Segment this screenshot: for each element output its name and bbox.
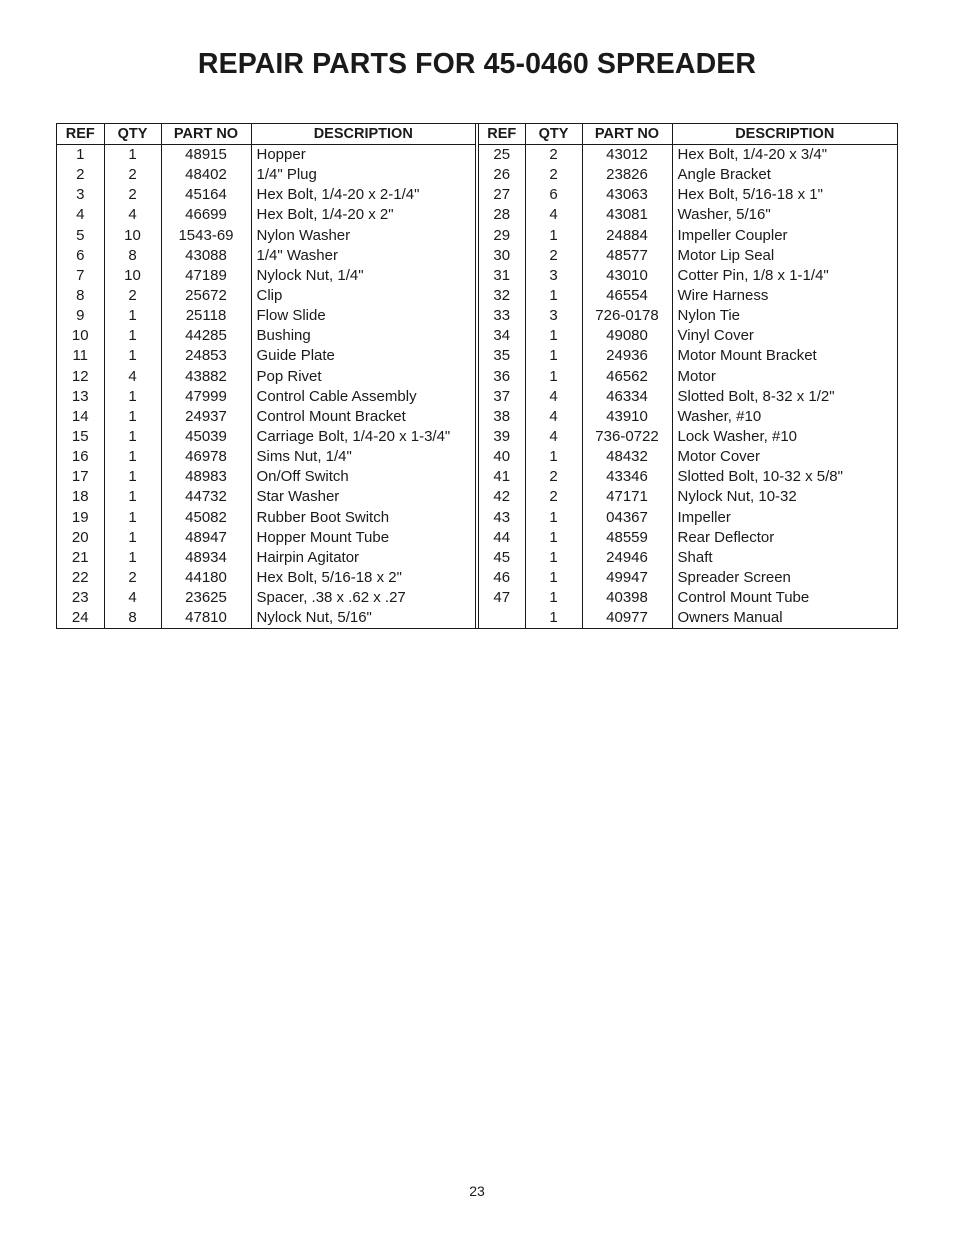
parts-table-right bbox=[479, 124, 897, 628]
part-no-cell: 44285 bbox=[161, 326, 251, 346]
ref-cell: 41 bbox=[493, 468, 511, 486]
qty-cell: 4 bbox=[525, 387, 582, 407]
qty-cell: 10 bbox=[104, 226, 161, 246]
ref-cell: 2 bbox=[76, 166, 85, 184]
ref-cell: 11 bbox=[72, 347, 89, 365]
description-cell: Rear Deflector bbox=[672, 528, 897, 548]
ref-cell: 32 bbox=[493, 287, 511, 305]
table-row bbox=[479, 226, 897, 246]
part-no-cell: 43088 bbox=[161, 246, 251, 266]
qty-cell: 1 bbox=[104, 326, 161, 346]
part-no-cell: 48934 bbox=[161, 548, 251, 568]
part-no-cell: 47999 bbox=[161, 387, 251, 407]
ref-cell: 4 bbox=[76, 206, 85, 224]
ref-cell: 42 bbox=[493, 488, 511, 506]
part-no-cell: 43346 bbox=[582, 467, 672, 487]
page-number: 23 bbox=[469, 1183, 485, 1199]
table-row bbox=[57, 367, 475, 387]
part-no-cell: 726-0178 bbox=[582, 306, 672, 326]
table-row bbox=[57, 306, 475, 326]
qty-cell: 1 bbox=[525, 508, 582, 528]
ref-cell: 23 bbox=[71, 589, 89, 607]
part-no-cell: 46978 bbox=[161, 447, 251, 467]
description-cell: Spreader Screen bbox=[672, 568, 897, 588]
description-cell: Hex Bolt, 5/16-18 x 1" bbox=[672, 185, 897, 205]
qty-cell: 2 bbox=[525, 467, 582, 487]
qty-cell: 1 bbox=[104, 548, 161, 568]
description-cell: Spacer, .38 x .62 x .27 bbox=[251, 588, 475, 608]
ref-cell: 46 bbox=[493, 569, 511, 587]
ref-cell: 45 bbox=[493, 548, 511, 566]
description-cell: Wire Harness bbox=[672, 286, 897, 306]
qty-cell: 1 bbox=[104, 427, 161, 447]
description-cell: Angle Bracket bbox=[672, 165, 897, 185]
ref-cell: 3 bbox=[76, 186, 85, 204]
qty-cell: 1 bbox=[104, 528, 161, 548]
qty-cell: 1 bbox=[104, 407, 161, 427]
description-cell: Hairpin Agitator bbox=[251, 548, 475, 568]
table-row bbox=[479, 487, 897, 507]
qty-cell: 2 bbox=[525, 246, 582, 266]
qty-cell: 3 bbox=[525, 266, 582, 286]
qty-cell: 6 bbox=[525, 185, 582, 205]
ref-cell: 24 bbox=[71, 609, 89, 627]
part-no-cell: 24853 bbox=[161, 346, 251, 366]
table-row bbox=[479, 246, 897, 266]
ref-cell: 28 bbox=[493, 206, 511, 224]
description-cell: Shaft bbox=[672, 548, 897, 568]
part-no-header: PART NO bbox=[582, 124, 672, 145]
description-cell: Star Washer bbox=[251, 487, 475, 507]
part-no-cell: 24937 bbox=[161, 407, 251, 427]
part-no-cell: 46699 bbox=[161, 205, 251, 225]
qty-cell: 1 bbox=[525, 447, 582, 467]
description-cell: Hex Bolt, 5/16-18 x 2" bbox=[251, 568, 475, 588]
description-cell: Nylock Nut, 5/16" bbox=[251, 608, 475, 628]
part-no-cell: 46334 bbox=[582, 387, 672, 407]
table-row bbox=[479, 427, 897, 447]
description-cell: Control Mount Bracket bbox=[251, 407, 475, 427]
qty-cell: 4 bbox=[104, 588, 161, 608]
qty-cell: 1 bbox=[104, 306, 161, 326]
table-row bbox=[479, 367, 897, 387]
table-row bbox=[479, 326, 897, 346]
ref-cell: 34 bbox=[493, 327, 511, 345]
qty-cell: 1 bbox=[525, 528, 582, 548]
description-cell: Hopper bbox=[251, 145, 475, 166]
ref-cell: 5 bbox=[76, 226, 85, 244]
qty-cell: 1 bbox=[525, 568, 582, 588]
table-row bbox=[479, 145, 897, 166]
table-row bbox=[57, 608, 475, 628]
part-no-cell: 48432 bbox=[582, 447, 672, 467]
qty-cell: 1 bbox=[104, 487, 161, 507]
description-cell: Bushing bbox=[251, 326, 475, 346]
part-no-cell: 43081 bbox=[582, 205, 672, 225]
table-row bbox=[57, 165, 475, 185]
qty-cell: 1 bbox=[525, 608, 582, 628]
table-row bbox=[57, 548, 475, 568]
table-row bbox=[479, 286, 897, 306]
part-no-cell: 43882 bbox=[161, 367, 251, 387]
table-row bbox=[479, 548, 897, 568]
part-no-cell: 23826 bbox=[582, 165, 672, 185]
table-row bbox=[479, 306, 897, 326]
description-cell: Motor Mount Bracket bbox=[672, 346, 897, 366]
ref-cell: 29 bbox=[493, 226, 511, 244]
qty-cell: 1 bbox=[525, 326, 582, 346]
qty-cell: 1 bbox=[525, 226, 582, 246]
description-cell: 1/4" Washer bbox=[251, 246, 475, 266]
qty-cell: 4 bbox=[525, 205, 582, 225]
description-cell: Clip bbox=[251, 286, 475, 306]
qty-header: QTY bbox=[104, 124, 161, 145]
table-row bbox=[479, 407, 897, 427]
ref-cell: 44 bbox=[493, 528, 511, 546]
table-row bbox=[57, 487, 475, 507]
qty-cell: 1 bbox=[525, 367, 582, 387]
qty-cell: 2 bbox=[525, 145, 582, 166]
parts-table bbox=[56, 123, 898, 629]
part-no-cell: 46554 bbox=[582, 286, 672, 306]
description-cell: Slotted Bolt, 8-32 x 1/2" bbox=[672, 387, 897, 407]
table-row bbox=[57, 205, 475, 225]
ref-header: REF bbox=[479, 124, 525, 145]
table-row bbox=[57, 407, 475, 427]
ref-cell: 39 bbox=[493, 428, 511, 446]
ref-cell: 15 bbox=[71, 428, 89, 446]
page-title: REPAIR PARTS FOR 45-0460 SPREADER bbox=[197, 48, 757, 80]
table-row bbox=[479, 568, 897, 588]
qty-cell: 4 bbox=[104, 367, 161, 387]
table-row bbox=[479, 467, 897, 487]
ref-cell: 35 bbox=[493, 347, 511, 365]
ref-cell: 33 bbox=[493, 307, 511, 325]
part-no-cell: 43012 bbox=[582, 145, 672, 166]
description-cell: Nylock Nut, 1/4" bbox=[251, 266, 475, 286]
part-no-cell: 47189 bbox=[161, 266, 251, 286]
table-row bbox=[57, 226, 475, 246]
qty-cell: 1 bbox=[104, 467, 161, 487]
part-no-cell: 43063 bbox=[582, 185, 672, 205]
ref-cell: 40 bbox=[493, 448, 511, 466]
description-cell: Motor Cover bbox=[672, 447, 897, 467]
description-cell: Cotter Pin, 1/8 x 1-1/4" bbox=[672, 266, 897, 286]
description-cell: Rubber Boot Switch bbox=[251, 508, 475, 528]
description-cell: Control Cable Assembly bbox=[251, 387, 475, 407]
ref-cell: 22 bbox=[71, 569, 89, 587]
table-row bbox=[479, 165, 897, 185]
ref-cell bbox=[479, 608, 525, 628]
ref-cell: 26 bbox=[493, 166, 511, 184]
qty-cell: 3 bbox=[525, 306, 582, 326]
ref-cell: 21 bbox=[71, 548, 89, 566]
description-cell: Washer, #10 bbox=[672, 407, 897, 427]
header-row bbox=[479, 124, 897, 145]
ref-cell: 1 bbox=[76, 146, 85, 164]
ref-cell: 30 bbox=[493, 246, 511, 264]
part-no-cell: 48577 bbox=[582, 246, 672, 266]
ref-cell: 8 bbox=[76, 287, 85, 305]
ref-cell: 7 bbox=[76, 266, 85, 284]
qty-cell: 1 bbox=[104, 346, 161, 366]
description-cell: Hex Bolt, 1/4-20 x 2" bbox=[251, 205, 475, 225]
qty-cell: 4 bbox=[525, 407, 582, 427]
description-cell: Motor bbox=[672, 367, 897, 387]
qty-cell: 1 bbox=[525, 588, 582, 608]
part-no-cell: 49947 bbox=[582, 568, 672, 588]
qty-cell: 2 bbox=[525, 487, 582, 507]
table-row bbox=[57, 266, 475, 286]
qty-cell: 2 bbox=[525, 165, 582, 185]
ref-cell: 27 bbox=[493, 186, 511, 204]
part-no-cell: 44180 bbox=[161, 568, 251, 588]
part-no-cell: 24884 bbox=[582, 226, 672, 246]
part-no-cell: 25672 bbox=[161, 286, 251, 306]
qty-cell: 2 bbox=[104, 568, 161, 588]
table-row bbox=[479, 185, 897, 205]
description-header: DESCRIPTION bbox=[251, 124, 475, 145]
qty-cell: 1 bbox=[104, 447, 161, 467]
table-row bbox=[479, 508, 897, 528]
description-cell: Motor Lip Seal bbox=[672, 246, 897, 266]
ref-cell: 10 bbox=[71, 327, 89, 345]
ref-cell: 47 bbox=[493, 589, 511, 607]
part-no-cell: 45082 bbox=[161, 508, 251, 528]
description-cell: Flow Slide bbox=[251, 306, 475, 326]
qty-cell: 2 bbox=[104, 286, 161, 306]
table-row bbox=[57, 185, 475, 205]
part-no-cell: 47810 bbox=[161, 608, 251, 628]
table-row bbox=[57, 528, 475, 548]
qty-cell: 1 bbox=[104, 145, 161, 166]
table-row bbox=[57, 588, 475, 608]
table-row bbox=[479, 447, 897, 467]
part-no-cell: 23625 bbox=[161, 588, 251, 608]
table-row bbox=[57, 246, 475, 266]
qty-cell: 2 bbox=[104, 165, 161, 185]
part-no-cell: 48915 bbox=[161, 145, 251, 166]
description-cell: Impeller Coupler bbox=[672, 226, 897, 246]
qty-cell: 2 bbox=[104, 185, 161, 205]
ref-cell: 36 bbox=[493, 367, 511, 385]
part-no-cell: 48947 bbox=[161, 528, 251, 548]
description-cell: Sims Nut, 1/4" bbox=[251, 447, 475, 467]
qty-cell: 1 bbox=[104, 387, 161, 407]
table-row bbox=[479, 608, 897, 628]
description-cell: Lock Washer, #10 bbox=[672, 427, 897, 447]
part-no-cell: 48983 bbox=[161, 467, 251, 487]
ref-cell: 37 bbox=[493, 387, 511, 405]
description-cell: Washer, 5/16" bbox=[672, 205, 897, 225]
qty-cell: 4 bbox=[525, 427, 582, 447]
qty-cell: 8 bbox=[104, 608, 161, 628]
table-row bbox=[57, 387, 475, 407]
table-row bbox=[479, 266, 897, 286]
ref-cell: 12 bbox=[71, 367, 89, 385]
description-cell: Vinyl Cover bbox=[672, 326, 897, 346]
header-row bbox=[57, 124, 475, 145]
qty-cell: 1 bbox=[525, 548, 582, 568]
qty-cell: 4 bbox=[104, 205, 161, 225]
table-row bbox=[479, 205, 897, 225]
part-no-cell: 736-0722 bbox=[582, 427, 672, 447]
part-no-cell: 43010 bbox=[582, 266, 672, 286]
part-no-header: PART NO bbox=[161, 124, 251, 145]
description-cell: Control Mount Tube bbox=[672, 588, 897, 608]
ref-cell: 31 bbox=[493, 266, 511, 284]
description-cell: Owners Manual bbox=[672, 608, 897, 628]
ref-cell: 43 bbox=[493, 508, 511, 526]
ref-cell: 16 bbox=[71, 448, 89, 466]
part-no-cell: 45039 bbox=[161, 427, 251, 447]
description-cell: 1/4" Plug bbox=[251, 165, 475, 185]
table-row bbox=[57, 286, 475, 306]
qty-cell: 1 bbox=[525, 346, 582, 366]
description-cell: Hopper Mount Tube bbox=[251, 528, 475, 548]
part-no-cell: 04367 bbox=[582, 508, 672, 528]
parts-table-left bbox=[57, 124, 475, 628]
description-cell: Nylock Nut, 10-32 bbox=[672, 487, 897, 507]
qty-cell: 1 bbox=[525, 286, 582, 306]
table-row bbox=[57, 508, 475, 528]
part-no-cell: 46562 bbox=[582, 367, 672, 387]
description-header: DESCRIPTION bbox=[672, 124, 897, 145]
part-no-cell: 25118 bbox=[161, 306, 251, 326]
description-cell: Nylon Tie bbox=[672, 306, 897, 326]
qty-cell: 1 bbox=[104, 508, 161, 528]
qty-cell: 8 bbox=[104, 246, 161, 266]
table-row bbox=[57, 346, 475, 366]
ref-cell: 13 bbox=[71, 387, 89, 405]
table-row bbox=[479, 387, 897, 407]
description-cell: Guide Plate bbox=[251, 346, 475, 366]
part-no-cell: 47171 bbox=[582, 487, 672, 507]
table-row bbox=[57, 467, 475, 487]
table-row bbox=[57, 427, 475, 447]
table-row bbox=[57, 568, 475, 588]
description-cell: Hex Bolt, 1/4-20 x 2-1/4" bbox=[251, 185, 475, 205]
ref-cell: 14 bbox=[71, 407, 89, 425]
ref-header: REF bbox=[57, 124, 104, 145]
qty-header: QTY bbox=[525, 124, 582, 145]
part-no-cell: 48559 bbox=[582, 528, 672, 548]
description-cell: Nylon Washer bbox=[251, 226, 475, 246]
ref-cell: 17 bbox=[71, 468, 89, 486]
description-cell: Slotted Bolt, 10-32 x 5/8" bbox=[672, 467, 897, 487]
qty-cell: 10 bbox=[104, 266, 161, 286]
description-cell: Pop Rivet bbox=[251, 367, 475, 387]
part-no-cell: 45164 bbox=[161, 185, 251, 205]
part-no-cell: 1543-69 bbox=[161, 226, 251, 246]
part-no-cell: 24946 bbox=[582, 548, 672, 568]
description-cell: Impeller bbox=[672, 508, 897, 528]
part-no-cell: 24936 bbox=[582, 346, 672, 366]
description-cell: Carriage Bolt, 1/4-20 x 1-3/4" bbox=[251, 427, 475, 447]
part-no-cell: 40398 bbox=[582, 588, 672, 608]
table-row bbox=[57, 447, 475, 467]
part-no-cell: 43910 bbox=[582, 407, 672, 427]
description-cell: Hex Bolt, 1/4-20 x 3/4" bbox=[672, 145, 897, 166]
table-row bbox=[479, 588, 897, 608]
table-row bbox=[57, 326, 475, 346]
ref-cell: 25 bbox=[493, 146, 511, 164]
part-no-cell: 44732 bbox=[161, 487, 251, 507]
part-no-cell: 48402 bbox=[161, 165, 251, 185]
ref-cell: 19 bbox=[71, 508, 89, 526]
part-no-cell: 49080 bbox=[582, 326, 672, 346]
ref-cell: 18 bbox=[71, 488, 89, 506]
description-cell: On/Off Switch bbox=[251, 467, 475, 487]
table-row bbox=[479, 528, 897, 548]
part-no-cell: 40977 bbox=[582, 608, 672, 628]
ref-cell: 20 bbox=[71, 528, 89, 546]
ref-cell: 9 bbox=[76, 307, 85, 325]
ref-cell: 38 bbox=[493, 407, 511, 425]
table-row bbox=[57, 145, 475, 166]
ref-cell: 6 bbox=[76, 246, 85, 264]
table-row bbox=[479, 346, 897, 366]
